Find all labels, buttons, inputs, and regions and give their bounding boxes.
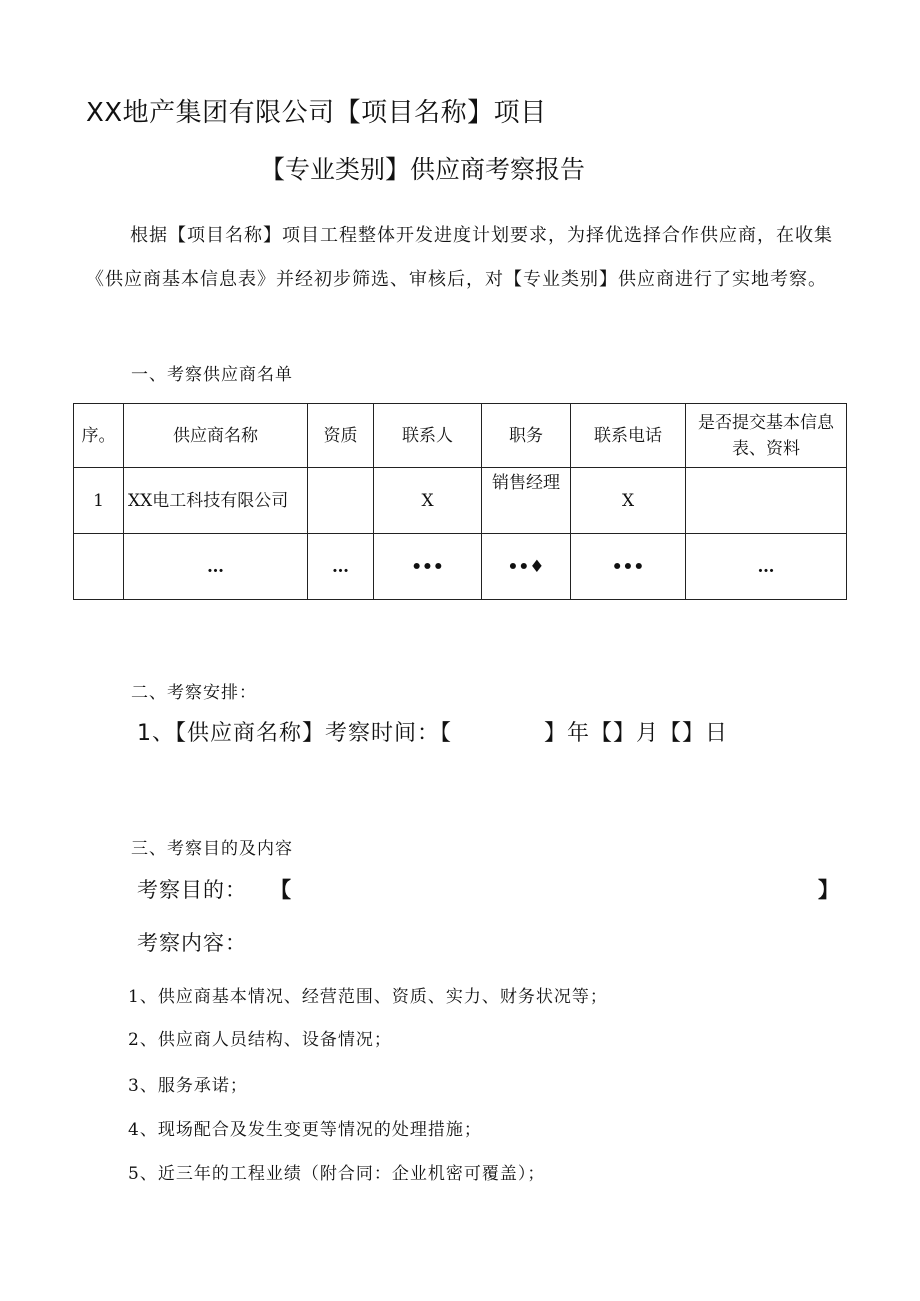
goal-close-bracket: 】 — [818, 877, 839, 902]
cell-qualification: … — [308, 534, 374, 600]
header-cell-contact: 联系人 — [374, 404, 482, 468]
cell-index: 1 — [74, 468, 124, 534]
cell-index — [74, 534, 124, 600]
goal-label: 考察目的： — [137, 878, 247, 902]
document-title-line1: XX地产集团有限公司【项目名称】项目 — [86, 98, 547, 128]
header-cell-position: 职务 — [482, 404, 571, 468]
content-item: 1、供应商基本情况、经营范围、资质、实力、财务状况等； — [128, 987, 608, 1007]
header-cell-index: 序。 — [74, 404, 124, 468]
header-cell-submitted: 是否提交基本信息表、资料 — [686, 404, 847, 468]
table-row — [74, 468, 847, 534]
header-cell-qualification: 资质 — [308, 404, 374, 468]
cell-qualification — [308, 468, 374, 534]
cell-position: 销售经理 — [482, 468, 571, 534]
section2-heading: 二、考察安排： — [131, 683, 257, 703]
content-item: 5、近三年的工程业绩（附合同：企业机密可覆盖）； — [128, 1164, 546, 1184]
cell-position: ••♦ — [482, 534, 571, 600]
content-label: 考察内容： — [137, 931, 247, 955]
goal-open-bracket: 【 — [270, 877, 291, 902]
cell-contact: ••• — [374, 534, 482, 600]
table-header-row — [74, 404, 847, 468]
cell-contact: X — [374, 468, 482, 534]
cell-phone: ••• — [571, 534, 686, 600]
intro-paragraph: 根据【项目名称】项目工程整体开发进度计划要求，为择优选择合作供应商，在收集《供应商基本信息表》并经初步筛选、审核后，对【专业类别】供应商进行了实地考察。 — [86, 225, 833, 290]
cell-submitted — [686, 468, 847, 534]
content-item: 3、服务承诺； — [128, 1076, 248, 1096]
supplier-table — [73, 403, 847, 600]
inspection-arrangement: 1、【供应商名称】考察时间：【 】年【】月【】日 — [137, 721, 728, 746]
table-row — [74, 534, 847, 600]
cell-submitted: … — [686, 534, 847, 600]
content-item: 2、供应商人员结构、设备情况； — [128, 1030, 392, 1050]
section3-heading: 三、考察目的及内容 — [131, 839, 293, 859]
header-cell-supplier-name: 供应商名称 — [124, 404, 308, 468]
header-cell-phone: 联系电话 — [571, 404, 686, 468]
document-title-line2: 【专业类别】供应商考察报告 — [260, 155, 586, 184]
section1-heading: 一、考察供应商名单 — [131, 365, 293, 385]
cell-supplier-name: XX电工科技有限公司 — [124, 468, 308, 534]
cell-phone: X — [571, 468, 686, 534]
content-item: 4、现场配合及发生变更等情况的处理措施； — [128, 1120, 482, 1140]
cell-supplier-name: … — [124, 534, 308, 600]
